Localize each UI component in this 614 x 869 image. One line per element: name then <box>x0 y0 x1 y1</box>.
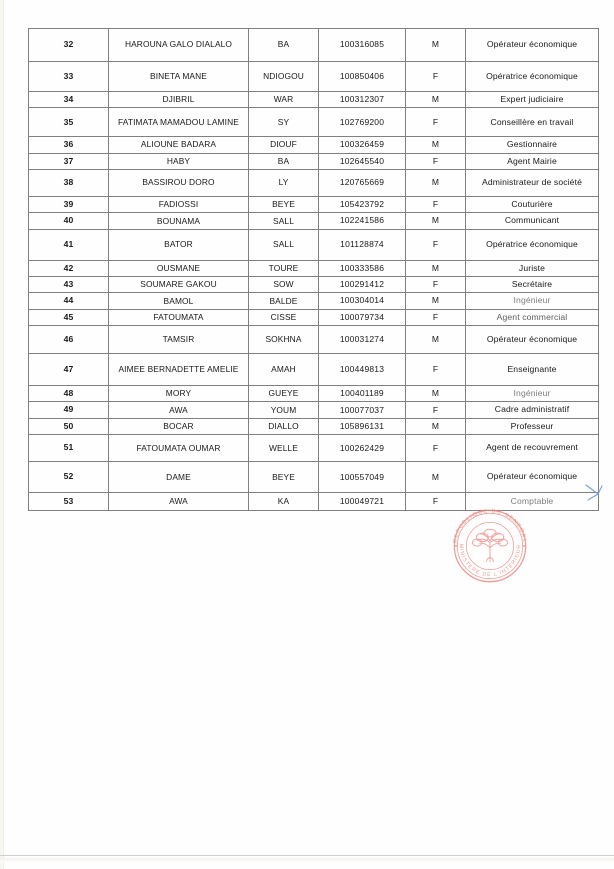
identity-number-cell: 100049721 <box>319 493 406 511</box>
last-name-cell: YOUM <box>249 402 319 418</box>
table-row <box>29 402 599 418</box>
identity-number-cell: 100326459 <box>319 137 406 153</box>
row-number-cell: 37 <box>29 153 109 169</box>
identity-number-cell: 105896131 <box>319 418 406 434</box>
profession-cell: Professeur <box>466 418 599 434</box>
profession-cell: Communicant <box>466 213 599 229</box>
baobab-tree-icon <box>472 529 507 561</box>
last-name-cell: AMAH <box>249 354 319 386</box>
profession-cell: Agent de recouvrement <box>466 435 599 462</box>
sex-cell: F <box>406 153 466 169</box>
identity-number-cell: 100316085 <box>319 29 406 62</box>
last-name-cell: BALDE <box>249 293 319 309</box>
sex-cell: M <box>406 213 466 229</box>
first-name-cell: DJIBRIL <box>109 92 249 108</box>
profession-cell: Ingénieur <box>466 386 599 402</box>
row-number-cell: 32 <box>29 29 109 62</box>
first-name-cell: BOUNAMA <box>109 213 249 229</box>
identity-number-cell: 100262429 <box>319 435 406 462</box>
table-row <box>29 493 599 511</box>
first-name-cell: DAME <box>109 462 249 493</box>
scan-left-edge-line <box>3 0 4 869</box>
last-name-cell: SALL <box>249 213 319 229</box>
scan-bottom-rule <box>0 855 614 856</box>
sex-cell: F <box>406 62 466 92</box>
first-name-cell: HABY <box>109 153 249 169</box>
first-name-cell: TAMSIR <box>109 326 249 354</box>
sex-cell: F <box>406 402 466 418</box>
table-row <box>29 435 599 462</box>
scan-bottom-smudge <box>0 858 614 863</box>
row-number-cell: 45 <box>29 309 109 325</box>
first-name-cell: MORY <box>109 386 249 402</box>
sex-cell: M <box>406 293 466 309</box>
last-name-cell: SALL <box>249 229 319 260</box>
sex-cell: M <box>406 92 466 108</box>
profession-cell: Comptable <box>466 493 599 511</box>
row-number-cell: 35 <box>29 108 109 137</box>
profession-cell: Juriste <box>466 260 599 276</box>
row-number-cell: 33 <box>29 62 109 92</box>
last-name-cell: BEYE <box>249 462 319 493</box>
sex-cell: M <box>406 137 466 153</box>
identity-number-cell: 102645540 <box>319 153 406 169</box>
profession-cell: Expert judiciaire <box>466 92 599 108</box>
table-row <box>29 309 599 325</box>
row-number-cell: 46 <box>29 326 109 354</box>
table-row <box>29 137 599 153</box>
sex-cell: F <box>406 493 466 511</box>
row-number-cell: 48 <box>29 386 109 402</box>
last-name-cell: CISSE <box>249 309 319 325</box>
last-name-cell: BA <box>249 153 319 169</box>
identity-number-cell: 100079734 <box>319 309 406 325</box>
sex-cell: F <box>406 108 466 137</box>
last-name-cell: DIOUF <box>249 137 319 153</box>
row-number-cell: 39 <box>29 197 109 213</box>
table-row <box>29 354 599 386</box>
first-name-cell: BINETA MANE <box>109 62 249 92</box>
seal-top-text: REPUBLIQUE DU SENEGAL <box>452 508 528 544</box>
profession-cell: Opérateur économique <box>466 326 599 354</box>
row-number-cell: 52 <box>29 462 109 493</box>
profession-cell: Agent commercial <box>466 309 599 325</box>
profession-cell: Opérateur économique <box>466 29 599 62</box>
row-number-cell: 36 <box>29 137 109 153</box>
identity-number-cell: 100031274 <box>319 326 406 354</box>
first-name-cell: AWA <box>109 493 249 511</box>
sex-cell: M <box>406 386 466 402</box>
sex-cell: F <box>406 435 466 462</box>
candidates-table <box>28 28 599 511</box>
sex-cell: M <box>406 170 466 197</box>
table-row <box>29 92 599 108</box>
sex-cell: F <box>406 229 466 260</box>
first-name-cell: BASSIROU DORO <box>109 170 249 197</box>
first-name-cell: SOUMARE GAKOU <box>109 277 249 293</box>
identity-number-cell: 100557049 <box>319 462 406 493</box>
table-row <box>29 62 599 92</box>
row-number-cell: 43 <box>29 277 109 293</box>
sex-cell: F <box>406 309 466 325</box>
profession-cell: Cadre administratif <box>466 402 599 418</box>
first-name-cell: FATIMATA MAMADOU LAMINE <box>109 108 249 137</box>
row-number-cell: 38 <box>29 170 109 197</box>
row-number-cell: 40 <box>29 213 109 229</box>
first-name-cell: AWA <box>109 402 249 418</box>
scan-left-edge-artifact <box>0 0 7 869</box>
last-name-cell: WAR <box>249 92 319 108</box>
first-name-cell: ALIOUNE BADARA <box>109 137 249 153</box>
identity-number-cell: 101128874 <box>319 229 406 260</box>
first-name-cell: AIMEE BERNADETTE AMELIE <box>109 354 249 386</box>
table-row <box>29 213 599 229</box>
identity-number-cell: 102769200 <box>319 108 406 137</box>
first-name-cell: FATOUMATA <box>109 309 249 325</box>
identity-number-cell: 100401189 <box>319 386 406 402</box>
table-row <box>29 293 599 309</box>
identity-number-cell: 100304014 <box>319 293 406 309</box>
profession-cell: Opératrice économique <box>466 229 599 260</box>
first-name-cell: BAMOL <box>109 293 249 309</box>
last-name-cell: TOURE <box>249 260 319 276</box>
sex-cell: M <box>406 326 466 354</box>
identity-number-cell: 102241586 <box>319 213 406 229</box>
table-row <box>29 260 599 276</box>
table-row <box>29 108 599 137</box>
identity-number-cell: 100077037 <box>319 402 406 418</box>
identity-number-cell: 100333586 <box>319 260 406 276</box>
last-name-cell: KA <box>249 493 319 511</box>
candidates-table-body <box>29 29 599 511</box>
table-row <box>29 418 599 434</box>
row-number-cell: 53 <box>29 493 109 511</box>
sex-cell: M <box>406 462 466 493</box>
first-name-cell: BATOR <box>109 229 249 260</box>
sex-cell: M <box>406 29 466 62</box>
row-number-cell: 47 <box>29 354 109 386</box>
table-row <box>29 462 599 493</box>
first-name-cell: FADIOSSI <box>109 197 249 213</box>
last-name-cell: SOW <box>249 277 319 293</box>
last-name-cell: NDIOGOU <box>249 62 319 92</box>
table-row <box>29 386 599 402</box>
last-name-cell: GUEYE <box>249 386 319 402</box>
last-name-cell: SOKHNA <box>249 326 319 354</box>
identity-number-cell: 100449813 <box>319 354 406 386</box>
first-name-cell: FATOUMATA OUMAR <box>109 435 249 462</box>
seal-bottom-text: MINISTERE DE L'INTERIEUR <box>457 543 523 579</box>
first-name-cell: OUSMANE <box>109 260 249 276</box>
row-number-cell: 44 <box>29 293 109 309</box>
table-row <box>29 326 599 354</box>
identity-number-cell: 100850406 <box>319 62 406 92</box>
profession-cell: Ingénieur <box>466 293 599 309</box>
sex-cell: M <box>406 260 466 276</box>
profession-cell: Secrétaire <box>466 277 599 293</box>
profession-cell: Agent Mairie <box>466 153 599 169</box>
last-name-cell: WELLE <box>249 435 319 462</box>
row-number-cell: 51 <box>29 435 109 462</box>
identity-number-cell: 105423792 <box>319 197 406 213</box>
last-name-cell: BEYE <box>249 197 319 213</box>
row-number-cell: 49 <box>29 402 109 418</box>
table-row <box>29 229 599 260</box>
table-row <box>29 277 599 293</box>
profession-cell: Couturière <box>466 197 599 213</box>
last-name-cell: LY <box>249 170 319 197</box>
row-number-cell: 50 <box>29 418 109 434</box>
profession-cell: Enseignante <box>466 354 599 386</box>
first-name-cell: HAROUNA GALO DIALALO <box>109 29 249 62</box>
profession-cell: Conseillère en travail <box>466 108 599 137</box>
identity-number-cell: 120765669 <box>319 170 406 197</box>
official-seal-stamp <box>447 503 533 589</box>
last-name-cell: BA <box>249 29 319 62</box>
last-name-cell: SY <box>249 108 319 137</box>
row-number-cell: 42 <box>29 260 109 276</box>
sex-cell: M <box>406 418 466 434</box>
row-number-cell: 41 <box>29 229 109 260</box>
row-number-cell: 34 <box>29 92 109 108</box>
identity-number-cell: 100312307 <box>319 92 406 108</box>
first-name-cell: BOCAR <box>109 418 249 434</box>
sex-cell: F <box>406 197 466 213</box>
table-row <box>29 197 599 213</box>
profession-cell: Opératrice économique <box>466 62 599 92</box>
profession-cell: Gestionnaire <box>466 137 599 153</box>
table-row <box>29 170 599 197</box>
table-row <box>29 153 599 169</box>
profession-cell: Opérateur économique <box>466 462 599 493</box>
profession-cell: Administrateur de société <box>466 170 599 197</box>
sex-cell: F <box>406 277 466 293</box>
sex-cell: F <box>406 354 466 386</box>
last-name-cell: DIALLO <box>249 418 319 434</box>
table-row <box>29 29 599 62</box>
identity-number-cell: 100291412 <box>319 277 406 293</box>
